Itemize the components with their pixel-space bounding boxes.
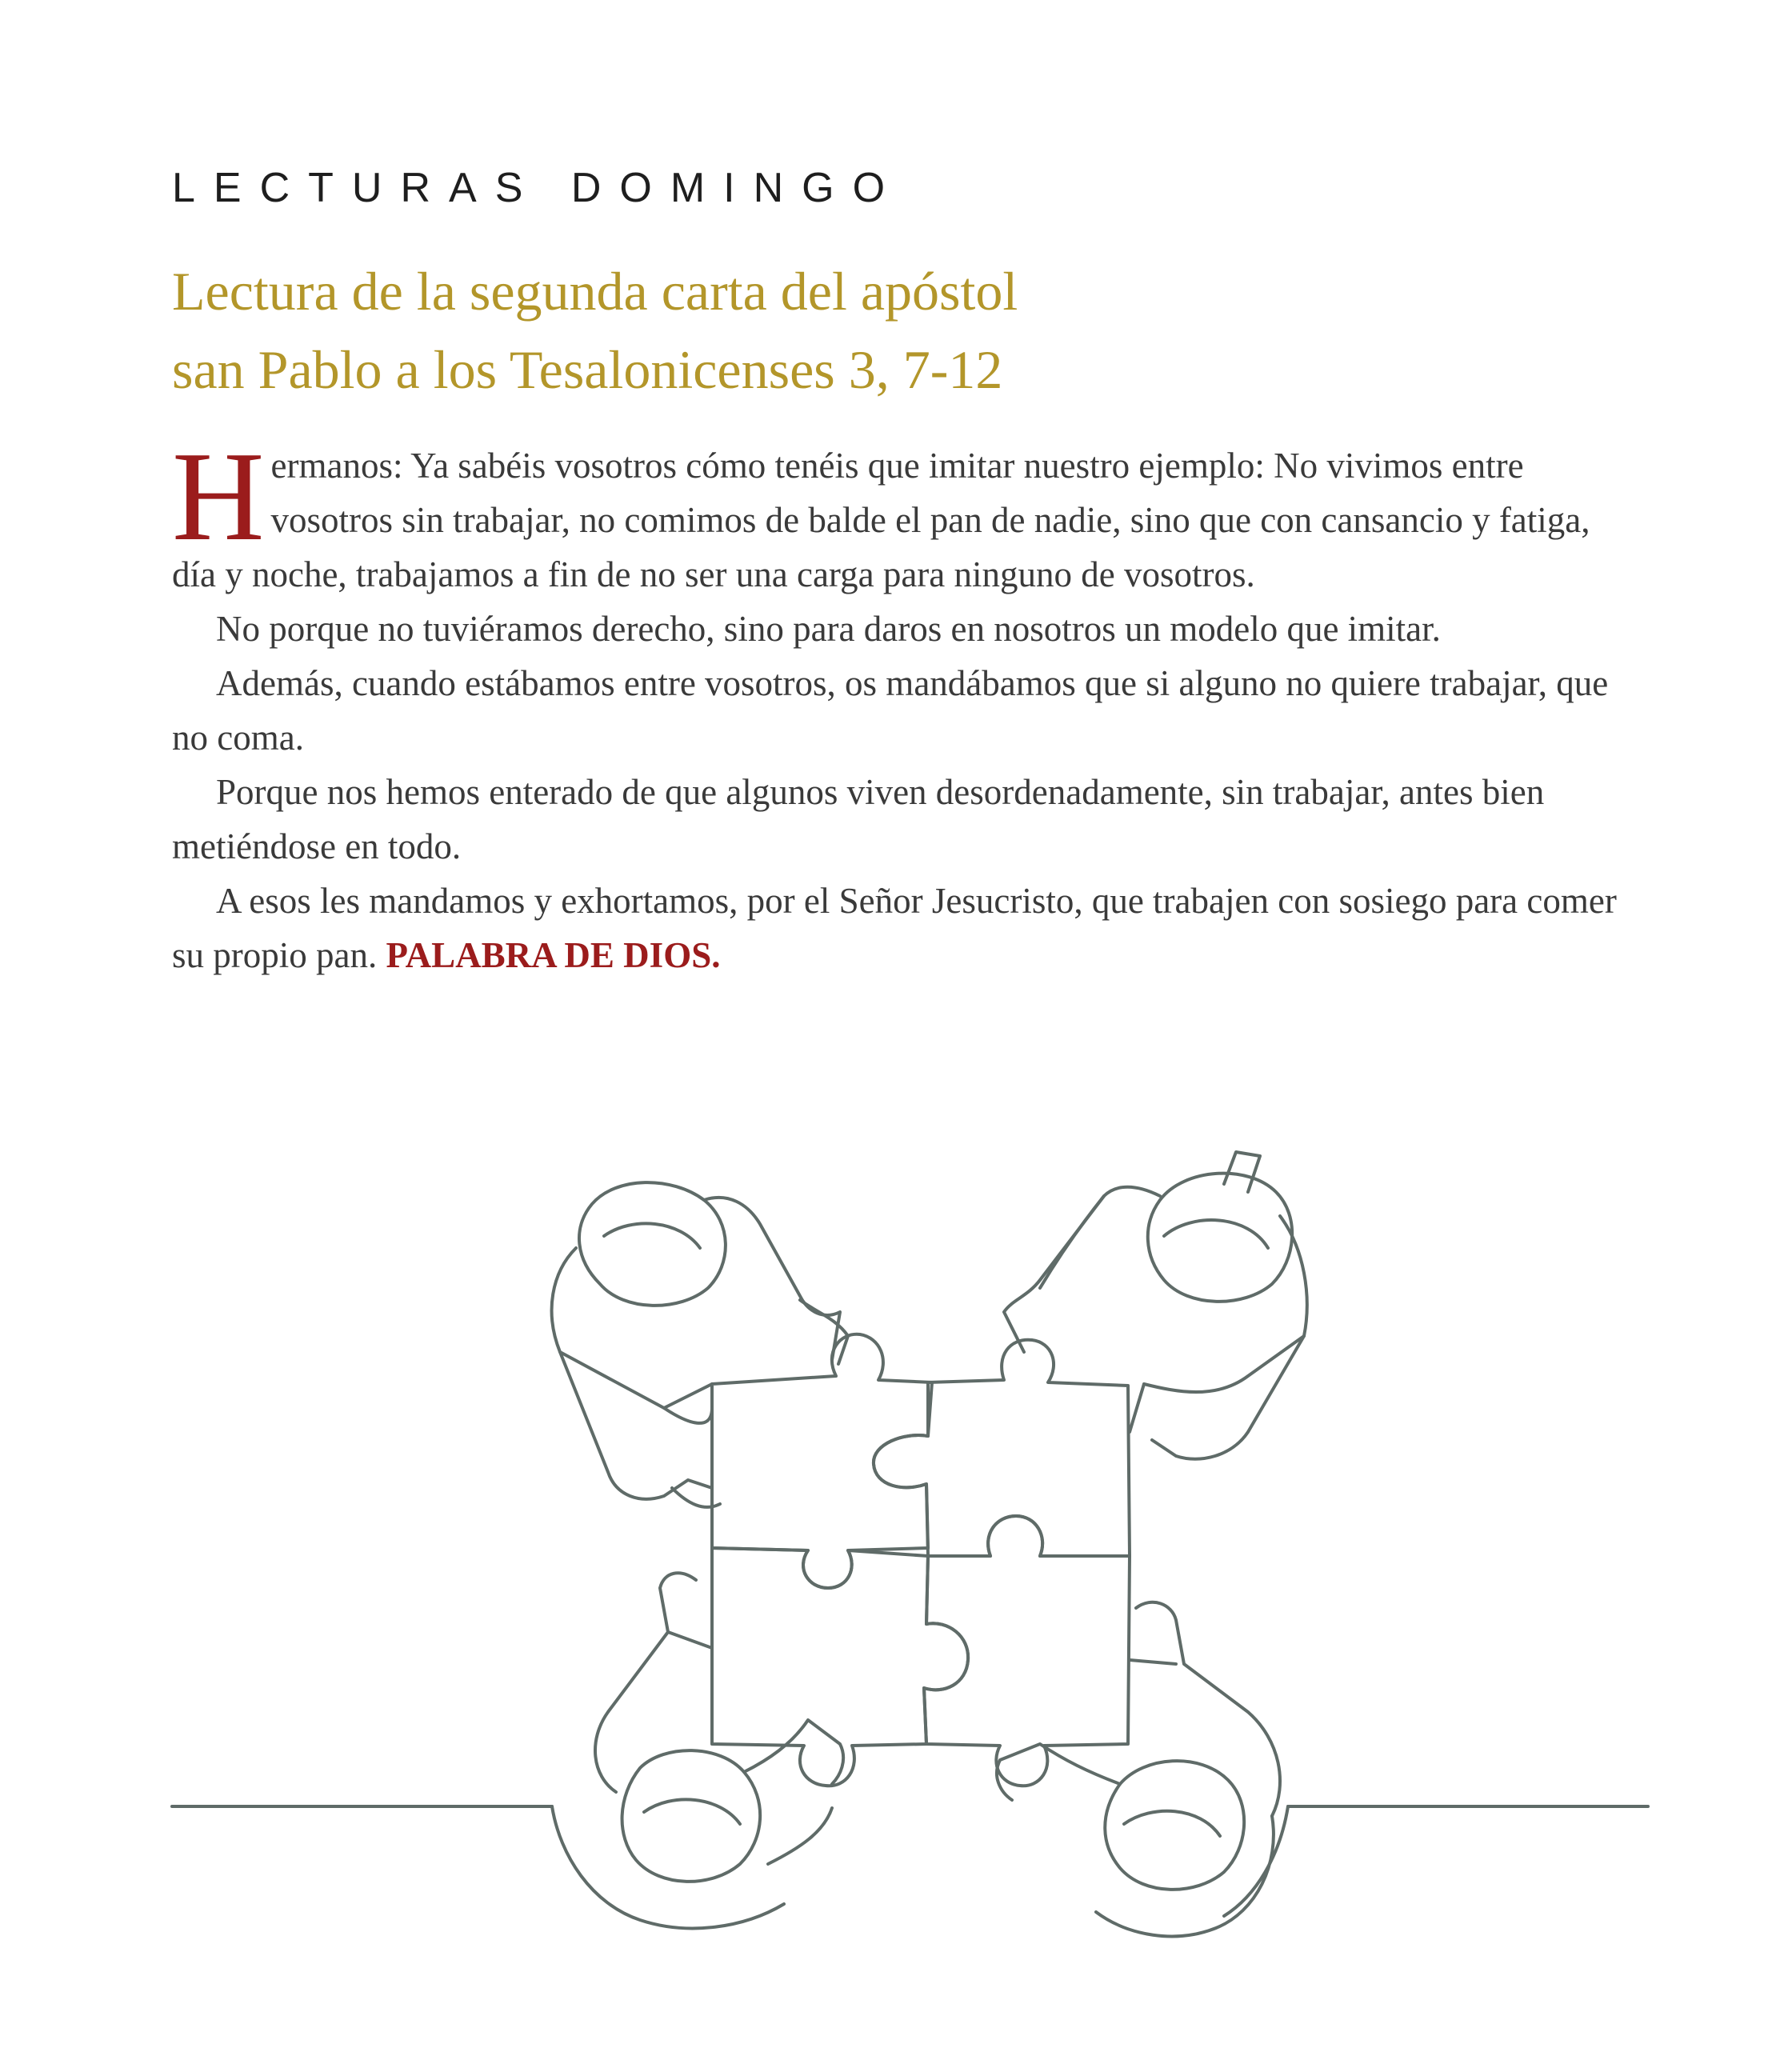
closing-phrase: PALABRA DE DIOS. bbox=[386, 935, 721, 975]
paragraph-3: Además, cuando estábamos entre vosotros, os mandábamos que si alguno no quiere trabajar, que no coma. bbox=[172, 663, 1609, 758]
four-people-puzzle-line-art-icon bbox=[0, 1104, 1792, 2048]
paragraph-5-text: A esos les mandamos y exhortamos, por el Señor Jesucristo, que trabajen con sosiego para comer su propio pan. bbox=[172, 881, 1617, 975]
paragraph-1-text: ermanos: Ya sabéis vosotros cómo tenéis que imitar nuestro ejemplo: No vivimos entre vosotros sin trabajar, no comimos de balde el pan de nadie, sino que con cansancio y fatiga, día y noche, trabajamos a fin de no ser una carga para ninguno de vosotros. bbox=[172, 446, 1590, 594]
reading-body bbox=[172, 425, 1636, 982]
section-label: LECTURAS DOMINGO bbox=[172, 165, 904, 211]
paragraph-4: Porque nos hemos enterado de que algunos viven desordenadamente, sin trabajar, antes bien metiéndose en todo. bbox=[172, 772, 1545, 866]
reading-title-line-2: san Pablo a los Tesalonicenses 3, 7-12 bbox=[172, 339, 1003, 400]
paragraph-2: No porque no tuviéramos derecho, sino para daros en nosotros un modelo que imitar. bbox=[216, 609, 1441, 649]
paragraph-5 bbox=[172, 874, 1636, 982]
paragraph-1 bbox=[172, 425, 1636, 602]
drop-cap: H bbox=[172, 425, 265, 567]
reading-title-line-1: Lectura de la segunda carta del apóstol bbox=[172, 261, 1018, 322]
reading-title bbox=[172, 252, 1692, 409]
